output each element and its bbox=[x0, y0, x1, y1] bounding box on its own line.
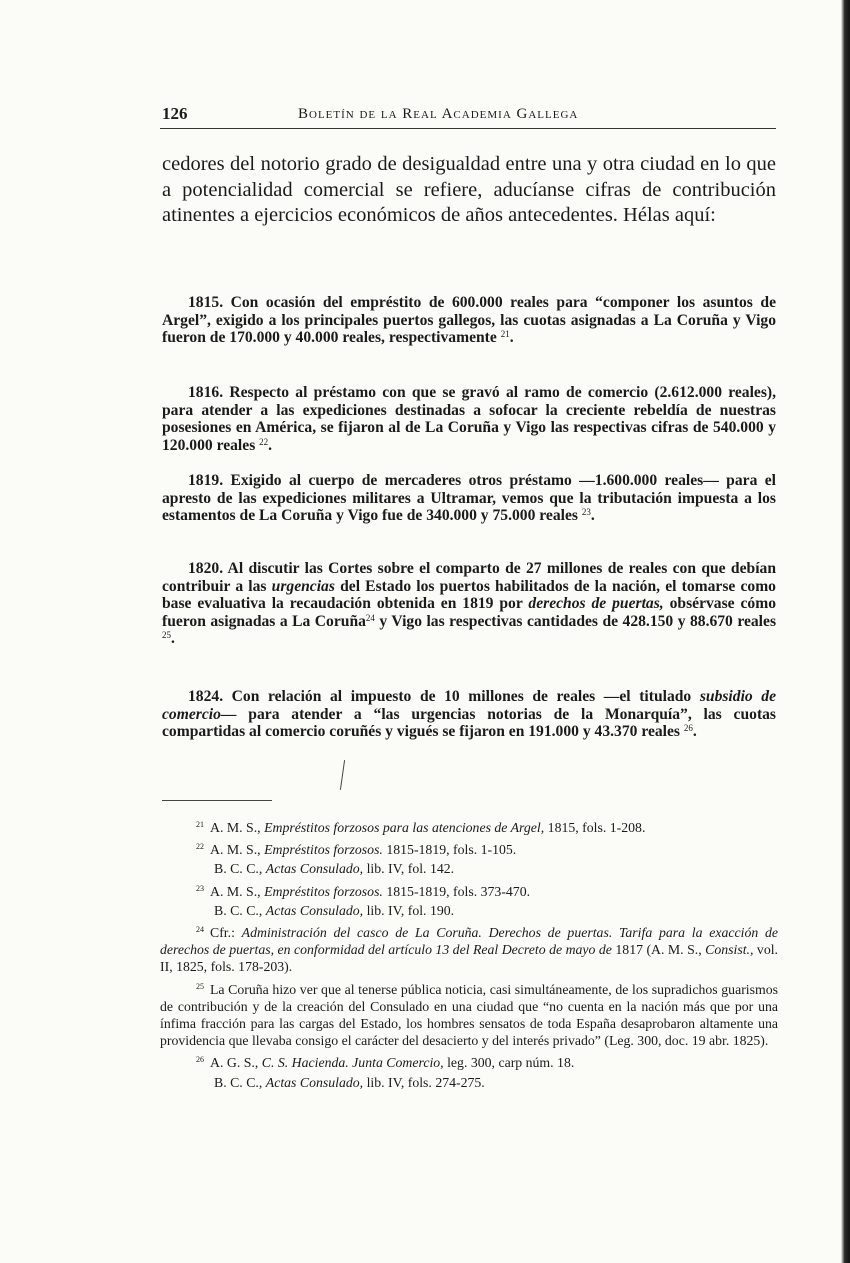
pen-mark bbox=[340, 760, 346, 790]
footnote-26-line-2: B. C. C., Actas Consulado, lib. IV, fols. 274-275. bbox=[214, 1074, 485, 1090]
footnote-23-line-2: B. C. C., Actas Consulado, lib. IV, fol. 190. bbox=[214, 902, 455, 918]
footnote-divider bbox=[162, 800, 272, 801]
footnote-22-line-2: B. C. C., Actas Consulado, lib. IV, fol. 142. bbox=[214, 861, 455, 877]
footnote-21: $^{21}$ A. M. S., Empréstitos forzosos para las atenciones de Argel, 1815, fols. 1-208. bbox=[196, 820, 646, 835]
footnote-ref: 22 bbox=[259, 436, 269, 447]
footnote-ref: 24 bbox=[365, 612, 375, 623]
footnote-22: $^{22}$ A. M. S., Empréstitos forzosos. 1815-1819, fols. 1-105. bbox=[196, 842, 517, 858]
footnote-ref: 21 bbox=[500, 329, 510, 340]
page-edge-shadow bbox=[841, 0, 850, 1263]
footnote-24: $^{24}$ Cfr.: Administración del casco de La Coruña. Derechos de puertas. Tarifa para la exacción de derechos de puertas, en conformidad del artículo 13 del Real Decreto de mayo de 1817 (A. M. S., Consist., vol. II, 1825, fols. 178-203). bbox=[160, 925, 779, 975]
footnote-25: $^{25}$ La Coruña hizo ver que al tenerse pública noticia, casi simultáneamente, de los supradichos guarismos de contribución y de la creación del Consulado en una ciudad que “no cuenta en la nación más que por una ínfima fracción para las cargas del Estado, los hombres sensatos de toda España desaprobaron altamente una providencia que llevaba consigo el carácter del desacierto y del interés privado” (Leg. 300, doc. 19 abr. 1825). bbox=[160, 981, 778, 1049]
entry-1816: 1816. Respecto al préstamo con que se gravó al ramo de comercio (2.612.000 reales), para atender a las expediciones destinadas a sofocar la creciente rebeldía de nuestras posesiones en América, se fijaron al de La Coruña y Vigo las respectivas cifras de 540.000 y 120.000 reales $^{22}$. bbox=[162, 384, 776, 454]
entry-1824: 1824. Con relación al impuesto de 10 millones de reales —el titulado subsidio de comercio— para atender a “las urgencias notorias de la Monarquía”, las cuotas compartidas al comercio coruñés y vigués se fijaron en 191.000 y 43.370 reales $^{26}$. bbox=[162, 688, 776, 741]
footnote-ref: 26 bbox=[683, 723, 693, 734]
entry-1815: 1815. Con ocasión del empréstito de 600.000 reales para “componer los asuntos de Argel”, exigido a los principales puertos gallegos, las cuotas asignadas a La Coruña y Vigo fueron de 170.000 y 40.000 reales, respectivamente $^{21}$. bbox=[162, 294, 776, 347]
entry-1820: 1820. Al discutir las Cortes sobre el comparto de 27 millones de reales con que debían contribuir a las urgencias del Estado los puertos habilitados de la nación, el tomarse como base evaluativa la recaudación obtenida en 1819 por derechos de puertas, obsérvase cómo fueron asignadas a La Coruña$^{24}$ y Vigo las respectivas cantidades de 428.150 y 88.670 reales $^{25}$. bbox=[162, 560, 777, 648]
footnote-ref: 25 bbox=[162, 630, 171, 641]
footnote-23: $^{23}$ A. M. S., Empréstitos forzosos. 1815-1819, fols. 373-470. bbox=[196, 883, 531, 899]
intro-paragraph: cedores del notorio grado de desigualdad entre una y otra ciudad en lo que a potencialidad comercial se refiere, aducíanse cifras de contribución atinentes a ejercicios económicos de años antecedentes. Hélas aquí: bbox=[162, 153, 776, 226]
running-title: Boletín de la Real Academia Gallega bbox=[298, 106, 579, 122]
footnotes bbox=[160, 816, 778, 1093]
footnote-26: $^{26}$ A. G. S., C. S. Hacienda. Junta Comercio, leg. 300, carp núm. 18. bbox=[196, 1055, 575, 1071]
footnote-ref: 23 bbox=[581, 507, 591, 518]
page-number: 126 bbox=[162, 104, 188, 123]
page-header bbox=[160, 104, 776, 129]
entry-1819: 1819. Exigido al cuerpo de mercaderes otros préstamo —1.600.000 reales— para el apresto de las expediciones militares a Ultramar, vemos que la tributación impuesta a los estamentos de La Coruña y Vigo fue de 340.000 y 75.000 reales $^{23}$. bbox=[162, 472, 776, 525]
